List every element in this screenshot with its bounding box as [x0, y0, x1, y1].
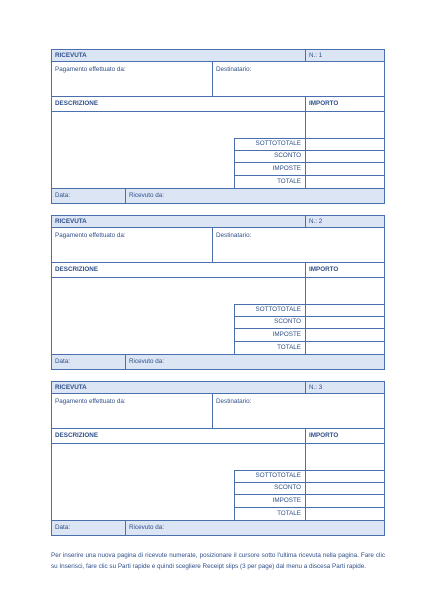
divider	[305, 381, 306, 394]
divider	[234, 328, 385, 329]
divider	[51, 428, 385, 429]
divider	[234, 304, 385, 305]
received-by-label: Ricevuto da:	[129, 358, 165, 365]
divider	[234, 507, 385, 508]
divider	[234, 470, 235, 520]
receipt-number: N.: 2	[309, 217, 323, 225]
receipt-title: RICEVUTA	[55, 51, 87, 59]
receipt-number: N.: 1	[309, 51, 323, 59]
tax-label: IMPOSTE	[272, 331, 301, 338]
recipient-label: Destinatario:	[216, 232, 252, 239]
date-label: Data:	[55, 524, 71, 531]
receipt-header	[51, 381, 385, 394]
received-by-label: Ricevuto da:	[129, 524, 165, 531]
instruction-note: Per inserire una nuova pagina di ricevute numerate, posizionare il cursore sotto l'ultima ricevuta nella pagina. Fare clic su Inserisci, fare clic su Parti rapide e quindi scegliere Receipt slips (3 per page) dal menu a discesa Parti rapide.	[51, 552, 385, 570]
payment-by-label: Pagamento effettuato da:	[55, 398, 126, 405]
divider	[51, 277, 385, 278]
payment-by-label: Pagamento effettuato da:	[55, 66, 126, 73]
received-by-label: Ricevuto da:	[129, 192, 165, 199]
divider	[234, 150, 385, 151]
receipt-title: RICEVUTA	[55, 217, 87, 225]
divider	[51, 111, 385, 112]
divider	[234, 482, 385, 483]
receipt-header	[51, 215, 385, 228]
discount-label: SCONTO	[274, 484, 301, 491]
tax-label: IMPOSTE	[272, 497, 301, 504]
subtotal-label: SOTTOTOTALE	[255, 306, 301, 313]
total-label: TOTALE	[277, 178, 301, 185]
receipt-3	[51, 381, 385, 536]
date-label: Data:	[55, 358, 71, 365]
tax-label: IMPOSTE	[272, 165, 301, 172]
divider	[234, 162, 385, 163]
description-header: DESCRIZIONE	[55, 100, 99, 107]
divider	[234, 470, 385, 471]
divider	[125, 520, 126, 536]
description-header: DESCRIZIONE	[55, 266, 99, 273]
divider	[51, 262, 385, 263]
total-label: TOTALE	[277, 344, 301, 351]
subtotal-label: SOTTOTOTALE	[255, 472, 301, 479]
divider	[212, 62, 213, 96]
payment-by-label: Pagamento effettuato da:	[55, 232, 126, 239]
discount-label: SCONTO	[274, 152, 301, 159]
divider	[234, 304, 235, 354]
receipt-footer	[51, 188, 385, 204]
divider	[234, 138, 385, 139]
amount-header: IMPORTO	[309, 100, 339, 107]
divider	[234, 316, 385, 317]
divider	[51, 96, 385, 97]
receipt-title: RICEVUTA	[55, 383, 87, 391]
divider	[125, 354, 126, 370]
divider	[212, 394, 213, 428]
divider	[234, 341, 385, 342]
date-label: Data:	[55, 192, 71, 199]
divider	[212, 228, 213, 262]
receipt-1	[51, 49, 385, 204]
recipient-label: Destinatario:	[216, 398, 252, 405]
subtotal-label: SOTTOTOTALE	[255, 140, 301, 147]
divider	[234, 175, 385, 176]
amount-header: IMPORTO	[309, 432, 339, 439]
receipt-header	[51, 49, 385, 62]
receipt-number: N.: 3	[309, 383, 323, 391]
receipt-2	[51, 215, 385, 370]
divider	[51, 443, 385, 444]
total-label: TOTALE	[277, 510, 301, 517]
divider	[125, 188, 126, 204]
receipt-footer	[51, 520, 385, 536]
receipt-footer	[51, 354, 385, 370]
divider	[305, 49, 306, 62]
amount-header: IMPORTO	[309, 266, 339, 273]
divider	[305, 215, 306, 228]
divider	[234, 138, 235, 188]
discount-label: SCONTO	[274, 318, 301, 325]
divider	[234, 494, 385, 495]
description-header: DESCRIZIONE	[55, 432, 99, 439]
recipient-label: Destinatario:	[216, 66, 252, 73]
